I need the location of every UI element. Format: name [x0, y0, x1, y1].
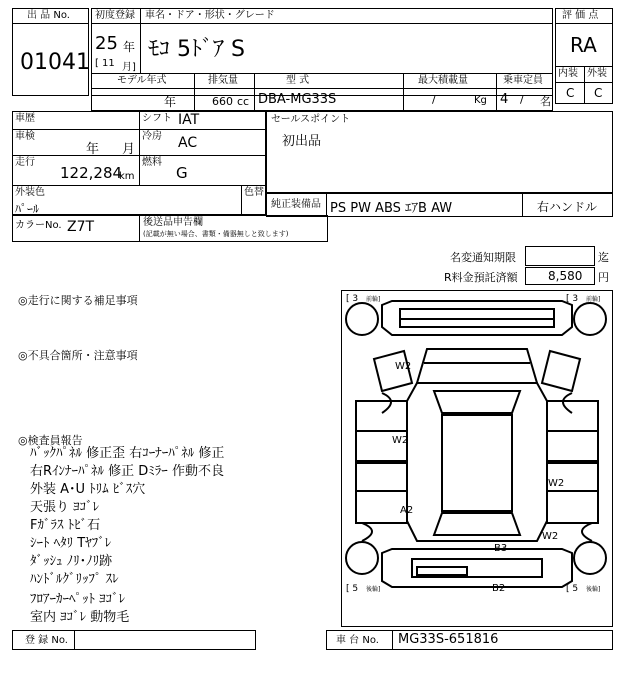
- damage-mark: W2: [548, 478, 565, 489]
- model-code-label: 型 式: [286, 75, 310, 86]
- front-left-tire-icon: [346, 303, 378, 335]
- lot-number: 01041: [20, 50, 90, 75]
- inspector-line: Fｶﾞﾗｽ ﾄﾋﾞ石: [30, 518, 101, 533]
- steering-position: 右ハンドル: [537, 200, 598, 214]
- inspection-year-unit: 年: [86, 142, 100, 157]
- max-load-unit: Kg: [474, 95, 487, 106]
- rear-left-tire-icon: [346, 542, 378, 574]
- inspector-line: 外装 A･U ﾄﾘﾑ ﾋﾞｽ穴: [30, 482, 146, 497]
- registration-month-unit: 月]: [122, 62, 136, 73]
- front-right-tread-unit: 前輪]: [586, 296, 601, 303]
- shift-label: シフト: [142, 113, 172, 124]
- documents-note: (記載が無い場合、書類・備器無しと致します): [143, 230, 289, 238]
- color-number-label: カラーNo.: [15, 220, 62, 231]
- car-outline-diagram: [342, 291, 612, 626]
- displacement-unit: cc: [237, 95, 250, 108]
- car-name: ﾓｺ 5ﾄﾞｱ S: [148, 37, 245, 62]
- front-left-tread-label: [ 3: [346, 294, 359, 304]
- inspector-line: ﾌﾛｱｰｶｰﾍﾟｯﾄ ﾖｺﾞﾚ: [30, 592, 126, 607]
- overall-grade: RA: [570, 33, 597, 57]
- mileage: 122,284: [60, 164, 123, 182]
- exterior-color: ﾊﾟｰﾙ: [15, 202, 40, 216]
- history-label: 車歴: [15, 113, 35, 124]
- inspector-line: ｼｰﾄ ﾍﾀﾘ Tﾔﾌﾞﾚ: [30, 536, 112, 551]
- registration-year-unit: 年: [123, 40, 136, 54]
- inspector-line: ﾀﾞｯｼｭ ﾉﾘ･ﾉﾘ跡: [30, 554, 113, 569]
- registration-year: 25: [95, 33, 118, 54]
- mileage-unit: km: [119, 171, 135, 182]
- exterior-grade: C: [594, 86, 603, 100]
- model-code: DBA-MG33S: [258, 92, 337, 107]
- front-left-tread-unit: 前輪]: [366, 296, 381, 303]
- inspection-month-unit: 月: [122, 142, 136, 157]
- seating-capacity: 4: [500, 92, 509, 107]
- capacity-slash: /: [520, 93, 524, 106]
- max-load-label: 最大積載量: [418, 75, 468, 86]
- air-conditioning: AC: [178, 135, 198, 151]
- sales-point-label: セールスポイント: [271, 114, 351, 125]
- damage-mark: A2: [400, 505, 414, 516]
- rear-right-tire-icon: [574, 542, 606, 574]
- shift: IAT: [178, 112, 200, 128]
- registration-number-label: 登 録 No.: [25, 635, 68, 646]
- name-change-label: 名変通知期限: [450, 251, 516, 264]
- fuel-label: 燃料: [142, 157, 162, 168]
- damage-mark: B3: [494, 543, 508, 554]
- car-name-label: 車名・ドア・形状・グレード: [145, 10, 275, 21]
- inspector-report-label: ◎検査員報告: [18, 434, 83, 447]
- damage-diagram: [341, 290, 613, 627]
- displacement: 660: [212, 95, 233, 108]
- front-right-tread-label: [ 3: [566, 294, 579, 304]
- equipment-label: 純正装備品: [271, 199, 321, 210]
- damage-mark: W2: [395, 361, 412, 372]
- damage-mark: W2: [392, 435, 409, 446]
- sales-point: 初出品: [282, 134, 322, 149]
- mileage-label: 走行: [15, 157, 35, 168]
- grade-label: 評 価 点: [562, 10, 599, 21]
- model-year-unit: 年: [164, 95, 177, 109]
- displacement-label: 排気量: [208, 75, 238, 86]
- recycle-fee-unit: 円: [598, 271, 609, 284]
- inspector-line: ﾊﾞｯｸﾊﾟﾈﾙ 修正歪 右ｺｰﾅｰﾊﾟﾈﾙ 修正: [30, 446, 225, 461]
- inspector-line: 天張り ﾖｺﾞﾚ: [30, 500, 100, 515]
- front-right-tire-icon: [574, 303, 606, 335]
- rear-right-tread-label: [ 5: [566, 584, 579, 594]
- capacity-unit: 名: [540, 95, 551, 108]
- chassis-number-label: 車 台 No.: [336, 635, 379, 646]
- inspector-line: 右Rｲﾝﾅｰﾊﾟﾈﾙ 修正 Dﾐﾗｰ 作動不良: [30, 464, 224, 479]
- interior-grade: C: [566, 86, 575, 100]
- recycle-fee-label: R料金預託済額: [444, 271, 518, 284]
- inspector-line: 室内 ﾖｺﾞﾚ 動物毛: [30, 610, 130, 625]
- max-load-slash: /: [432, 93, 436, 106]
- rear-right-tread-unit: 後輪]: [586, 586, 601, 593]
- lot-number-label: 出 品 No.: [27, 10, 70, 21]
- damage-mark: B2: [492, 583, 506, 594]
- inspection-label: 車検: [15, 131, 35, 142]
- name-change-deadline: [525, 246, 595, 266]
- documents-label: 後送品申告欄: [143, 217, 203, 228]
- model-year-label: モデル年式: [117, 75, 167, 86]
- color-number: Z7T: [67, 219, 95, 235]
- color-change-label: 色替: [244, 187, 264, 198]
- defects-label: ◎不具合箇所・注意事項: [18, 349, 138, 362]
- damage-mark: W2: [542, 531, 559, 542]
- first-registration-label: 初度登録: [95, 10, 135, 21]
- registration-month: 11: [102, 58, 115, 69]
- recycle-fee: 8,580: [548, 269, 583, 283]
- fuel: G: [176, 164, 188, 182]
- driving-notes-label: ◎走行に関する補足事項: [18, 294, 138, 307]
- exterior-color-label: 外装色: [15, 187, 45, 198]
- capacity-label: 乗車定員: [503, 75, 543, 86]
- equipment: PS PW ABS ｴｱB AW: [330, 201, 453, 216]
- interior-grade-label: 内装: [558, 68, 578, 79]
- rear-left-tread-label: [ 5: [346, 584, 359, 594]
- registration-month-bracket: [: [95, 58, 99, 69]
- name-change-unit: 迄: [598, 251, 609, 264]
- exterior-grade-label: 外装: [587, 68, 607, 79]
- ac-label: 冷房: [142, 131, 162, 142]
- rear-left-tread-unit: 後輪]: [366, 586, 381, 593]
- chassis-number: MG33S-651816: [398, 632, 499, 647]
- inspector-line: ﾊﾝﾄﾞﾙｸﾞﾘｯﾌﾟ ｽﾚ: [30, 572, 119, 587]
